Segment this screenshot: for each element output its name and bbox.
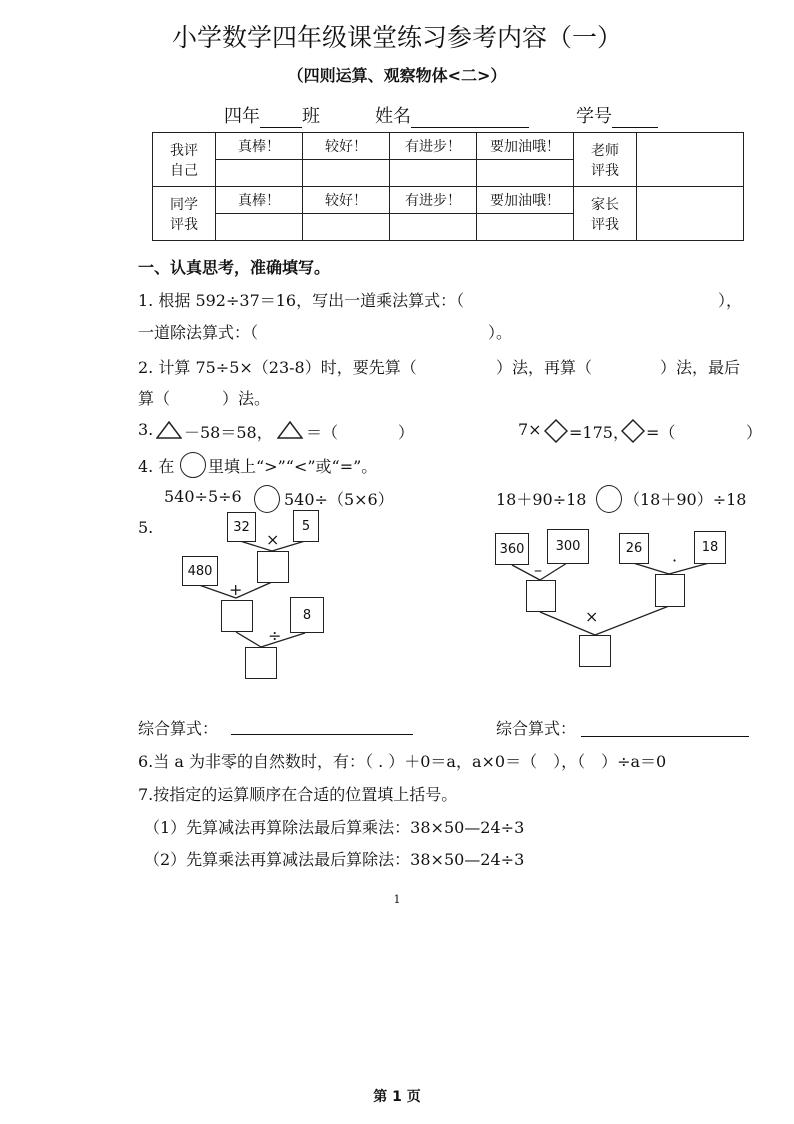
question-3-right-close: ） — [746, 423, 763, 442]
peer-eval-label: 同学 评我 — [153, 187, 216, 241]
question-3-label: 3. — [138, 420, 154, 439]
tree2-op-minus: – — [534, 560, 542, 579]
question-2-line-b: 算（ — [138, 389, 171, 408]
tree2-box-d: 18 — [694, 531, 726, 564]
tree2-op-multiply: × — [585, 607, 599, 626]
question-4-right-expr: 18＋90÷18 — [496, 490, 587, 509]
teacher-eval-label: 老师 评我 — [574, 133, 637, 187]
section-heading: 一、认真思考，准确填写。 — [138, 258, 331, 277]
option-good: 较好！ — [303, 187, 390, 214]
combined-expression-label: 综合算式： — [496, 719, 577, 738]
question-3-left-eq: －58＝58， — [184, 423, 273, 442]
tree1-answer-box[interactable] — [257, 551, 289, 583]
tree1-box-b: 5 — [293, 510, 319, 542]
page-footer: 第 1 页 — [373, 1089, 421, 1105]
tree1-op-multiply: × — [266, 530, 280, 549]
tree1-op-divide: ÷ — [268, 626, 282, 645]
option-progress: 有进步！ — [390, 187, 477, 214]
question-4-instruction: 里填上“>”“<”或“=”。 — [208, 457, 378, 476]
tree2-box-b: 300 — [547, 529, 589, 564]
tree1-box-d: 8 — [290, 597, 324, 633]
question-2-line-b-end: ）法。 — [222, 389, 271, 408]
question-5-label: 5. — [138, 518, 154, 537]
page-subtitle: （四则运算、观察物体<二>） — [287, 66, 507, 85]
question-7-part-1: （1）先算减法再算除法最后算乘法：38×50—24÷3 — [144, 818, 525, 837]
tree1-box-a: 32 — [227, 512, 256, 542]
tree2-answer-box[interactable] — [655, 574, 685, 607]
parent-eval-label: 家长 评我 — [574, 187, 637, 241]
self-eval-label: 我评 自己 — [153, 133, 216, 187]
question-2-mid-1: ）法，再算（ — [496, 358, 593, 377]
question-2-mid-2: ）法，最后 — [660, 358, 741, 377]
class-label: 班 — [302, 106, 320, 127]
grade-label: 四年 — [224, 106, 260, 127]
combined-expression-label: 综合算式： — [138, 719, 219, 738]
tree1-box-c: 480 — [182, 556, 218, 586]
option-try-harder: 要加油哦！ — [477, 187, 574, 214]
option-good: 较好！ — [303, 133, 390, 160]
tree1-answer-box[interactable] — [221, 600, 253, 632]
question-4-label: 4. 在 — [138, 457, 175, 476]
tree2-answer-box[interactable] — [526, 580, 556, 612]
tree1-answer-box[interactable] — [245, 647, 277, 679]
combined-expression-blank[interactable] — [581, 736, 749, 737]
option-great: 真棒！ — [216, 133, 303, 160]
tree1-op-plus: + — [229, 580, 243, 599]
page-title: 小学数学四年级课堂练习参考内容（一） — [171, 23, 622, 52]
question-1-line-b-end: ）。 — [488, 323, 513, 342]
tree2-box-a: 360 — [495, 533, 529, 565]
question-7-part-2: （2）先算乘法再算减法最后算除法：38×50—24÷3 — [144, 850, 525, 869]
tree2-op-dot: · — [672, 551, 678, 570]
tree2-answer-box[interactable] — [579, 635, 611, 667]
question-1-line-a-end: ）， — [718, 291, 743, 310]
question-4-left-expr: 540÷5÷6 — [164, 487, 242, 506]
question-3-left-ans: ＝（ — [306, 423, 339, 442]
question-1-line-a: 1. 根据 592÷37＝16，写出一道乘法算式：（ — [138, 291, 465, 310]
tree2-box-c: 26 — [619, 533, 649, 564]
question-1-line-b: 一道除法算式：（ — [138, 323, 259, 342]
id-label: 学号 — [576, 106, 612, 127]
question-7: 7.按指定的运算顺序在合适的位置填上括号。 — [138, 785, 458, 804]
page-number: 1 — [393, 893, 401, 906]
question-6: 6.当 a 为非零的自然数时，有：（ . ）＋0＝a，a×0＝（ ），（ ）÷a＝0 — [138, 752, 667, 771]
question-3-right-eq: =175， — [569, 423, 629, 442]
option-great: 真棒！ — [216, 187, 303, 214]
combined-expression-blank[interactable] — [231, 734, 413, 735]
question-3-right-a: 7× — [518, 420, 542, 439]
question-2-line-a: 2. 计算 75÷5×（23-8）时，要先算（ — [138, 358, 417, 377]
question-4-left-expr-b: 540÷（5×6） — [284, 490, 394, 509]
question-3-right-ans: =（ — [646, 423, 676, 442]
name-label: 姓名 — [375, 106, 411, 127]
option-progress: 有进步！ — [390, 133, 477, 160]
question-4-right-expr-b: （18＋90）÷18 — [624, 490, 747, 509]
question-3-left-close: ） — [398, 423, 415, 442]
option-try-harder: 要加油哦！ — [477, 133, 574, 160]
